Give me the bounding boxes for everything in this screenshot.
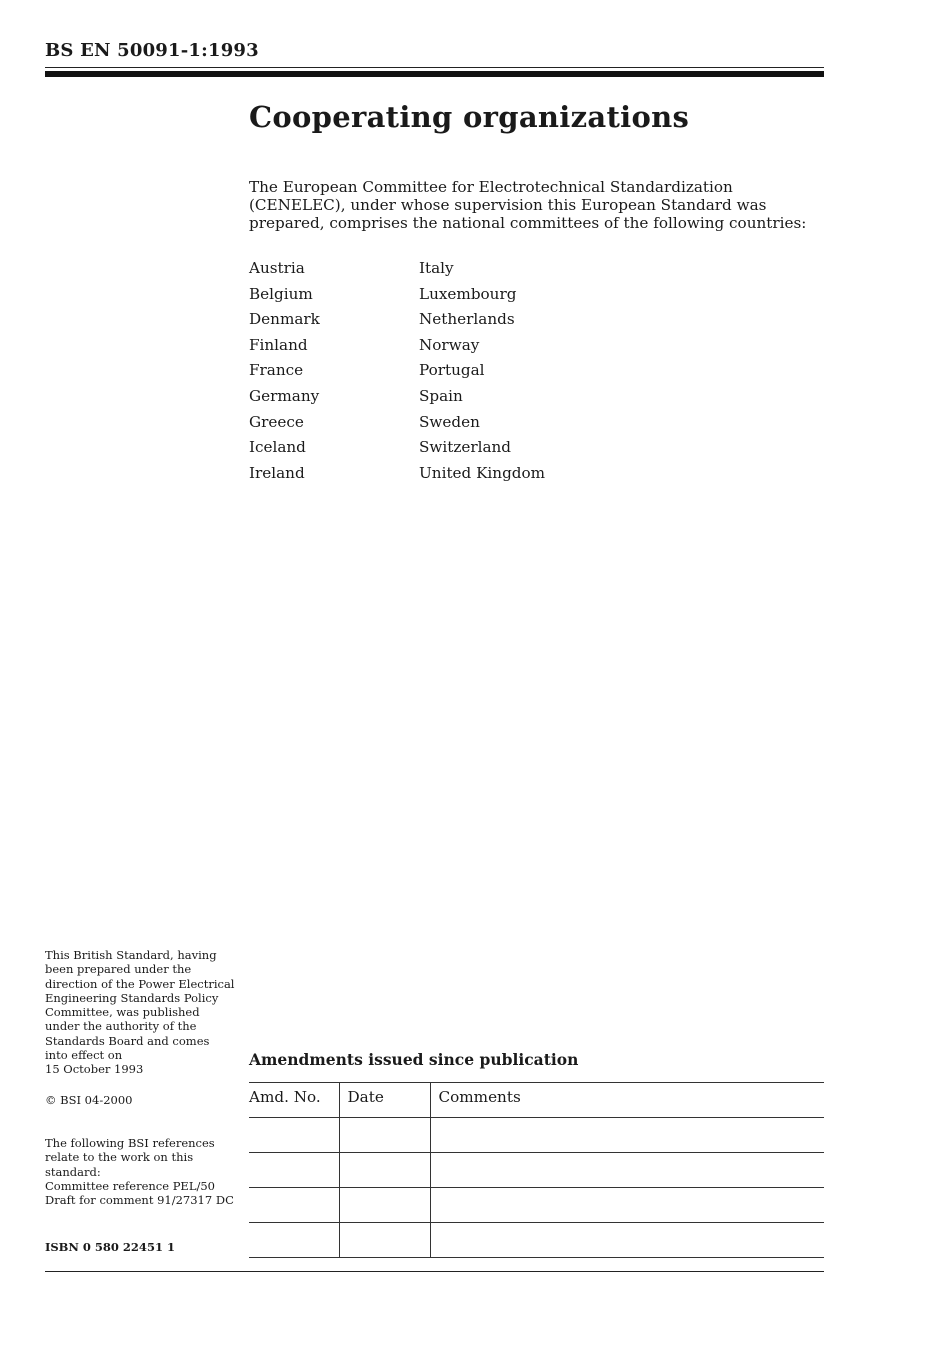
column-header-amd-no: Amd. No.: [249, 1083, 339, 1118]
table-header-row: [249, 1083, 824, 1118]
statement-line: Engineering Standards Policy: [45, 990, 219, 1005]
statement-line: under the authority of the: [45, 1019, 197, 1034]
country-item: Spain: [419, 386, 463, 405]
isbn: ISBN 0 580 22451 1: [45, 1240, 175, 1254]
table-cell: [430, 1188, 824, 1223]
table-cell: [339, 1118, 430, 1153]
table-cell: [339, 1223, 430, 1258]
statement-line: 15 October 1993: [45, 1062, 144, 1077]
reference-line: The following BSI references: [45, 1136, 215, 1150]
country-column-left: [249, 256, 419, 486]
header-rule-thin: [45, 67, 824, 68]
statement-line: into effect on: [45, 1048, 123, 1063]
bsi-references: [45, 1136, 245, 1207]
statement-line: This British Standard, having: [45, 948, 217, 962]
statement-line: direction of the Power Electrical: [45, 976, 235, 991]
table-row: [249, 1223, 824, 1258]
footer-rule: [45, 1271, 824, 1272]
reference-line: standard:: [45, 1164, 101, 1179]
country-item: Austria: [249, 259, 305, 277]
reference-line: Committee reference PEL/50: [45, 1178, 215, 1193]
table-cell: [249, 1153, 339, 1188]
country-item: Greece: [249, 412, 304, 431]
country-item: Portugal: [419, 361, 485, 380]
table-cell: [430, 1153, 824, 1188]
country-item: Finland: [249, 335, 308, 354]
country-item: Switzerland: [419, 438, 512, 457]
publication-statement: [45, 948, 245, 1077]
statement-line: Committee, was published: [45, 1005, 200, 1020]
document-reference: BS EN 50091-1:1993: [45, 40, 259, 61]
reference-line: Draft for comment 91/27317 DC: [45, 1193, 234, 1208]
country-item: Denmark: [249, 310, 320, 329]
country-item: Italy: [419, 259, 454, 277]
country-item: Germany: [249, 386, 320, 405]
country-item: Belgium: [249, 284, 313, 303]
country-item: Iceland: [249, 438, 306, 457]
table-cell: [249, 1223, 339, 1258]
header-rule-thick: [45, 71, 824, 77]
table-cell: [430, 1118, 824, 1153]
country-item: Ireland: [249, 463, 305, 482]
statement-line: Standards Board and comes: [45, 1033, 210, 1048]
table-cell: [249, 1118, 339, 1153]
column-header-comments: Comments: [430, 1083, 824, 1118]
country-item: Norway: [419, 335, 480, 354]
statement-line: been prepared under the: [45, 962, 192, 977]
country-column-right: [419, 256, 589, 486]
table-cell: [430, 1223, 824, 1258]
column-header-date: Date: [339, 1083, 430, 1118]
country-item: Netherlands: [419, 310, 515, 329]
amendments-title: Amendments issued since publication: [249, 1050, 579, 1069]
copyright-notice: © BSI 04-2000: [45, 1093, 133, 1107]
table-cell: [339, 1188, 430, 1223]
intro-paragraph: The European Committee for Electrotechnical Standardization (CENELEC), under whose supervision this European Standard was prepared, comprises the national committees of the following countries:: [249, 178, 807, 232]
country-item: Sweden: [419, 412, 480, 431]
country-item: Luxembourg: [419, 284, 517, 303]
table-cell: [339, 1153, 430, 1188]
table-row: [249, 1188, 824, 1223]
table-cell: [249, 1188, 339, 1223]
amendments-table: [249, 1082, 824, 1258]
table-row: [249, 1153, 824, 1188]
country-item: United Kingdom: [419, 463, 546, 482]
page-title: Cooperating organizations: [249, 100, 690, 134]
reference-line: relate to the work on this: [45, 1150, 194, 1165]
table-row: [249, 1118, 824, 1153]
country-item: France: [249, 361, 304, 380]
